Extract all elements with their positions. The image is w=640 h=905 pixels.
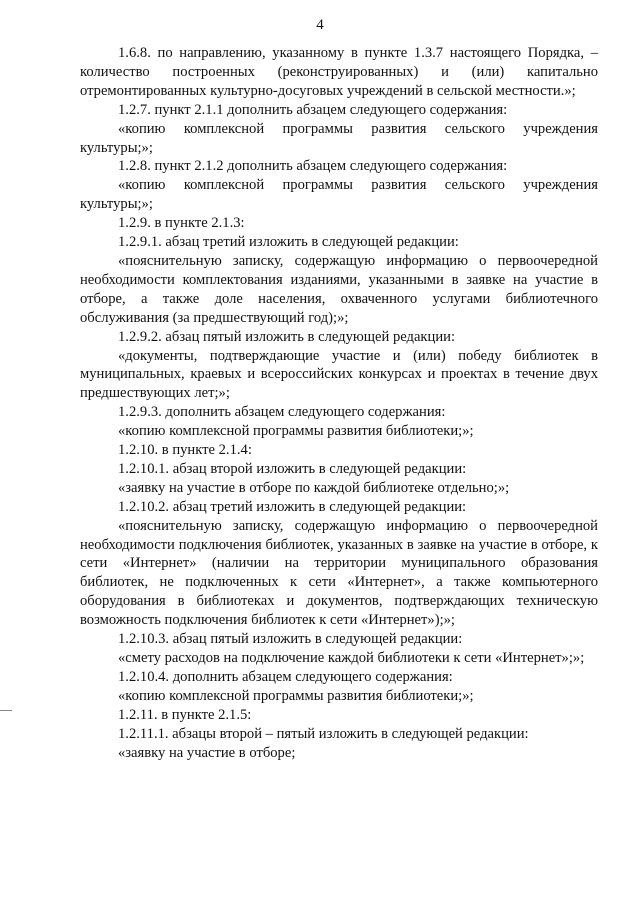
paragraph: 1.2.8. пункт 2.1.2 дополнить абзацем следующего содержания: bbox=[118, 158, 508, 175]
paragraph: 1.2.10.4. дополнить абзацем следующего содержания: bbox=[118, 668, 453, 685]
paragraph: 1.2.11. в пункте 2.1.5: bbox=[118, 706, 252, 723]
paragraph: 1.2.10.2. абзац третий изложить в следующей редакции: bbox=[118, 498, 467, 515]
paragraph: «заявку на участие в отборе; bbox=[118, 744, 296, 761]
paragraph: 1.2.10. в пункте 2.1.4: bbox=[118, 442, 252, 459]
paragraph: 1.2.10.1. абзац второй изложить в следующей редакции: bbox=[118, 460, 467, 477]
paragraph: «копию комплексной программы развития сельского учреждения культуры;»; bbox=[80, 120, 598, 156]
paragraph: 1.2.9. в пункте 2.1.3: bbox=[118, 215, 245, 232]
paragraph: 1.2.10.3. абзац пятый изложить в следующей редакции: bbox=[118, 631, 463, 648]
paragraph: 1.2.9.1. абзац третий изложить в следующей редакции: bbox=[118, 234, 459, 251]
paragraph: «пояснительную записку, содержащую информацию о первоочередной необходимости комплектования изданиями, указанными в заявке на участие в отборе, а также доле населения, охваченного услугами библиотечного обслуживания (за предшествующий год);»; bbox=[80, 252, 598, 326]
paragraph: «смету расходов на подключение каждой библиотеки к сети «Интернет»;»; bbox=[118, 650, 585, 666]
paragraph: «копию комплексной программы развития библиотеки;»; bbox=[118, 423, 474, 440]
paragraph: «копию комплексной программы развития библиотеки;»; bbox=[118, 687, 474, 704]
document-body bbox=[80, 44, 598, 762]
paragraph: «заявку на участие в отборе по каждой библиотеке отдельно;»; bbox=[118, 479, 510, 496]
paragraph: «пояснительную записку, содержащую информацию о первоочередной необходимости подключения библиотек, указанных в заявке на участие в отборе, к сети «Интернет» (наличии на территории муниципального образования библиотек, не подключенных к сети «Интернет», а также компьютерного оборудования в библиотеках и документов, подтверждающих техническую возможность подключения библиотек к сети «Интернет»);»; bbox=[80, 517, 598, 629]
paragraph: 1.2.9.3. дополнить абзацем следующего содержания: bbox=[118, 404, 446, 421]
margin-mark bbox=[0, 710, 12, 711]
paragraph: 1.6.8. по направлению, указанному в пункте 1.3.7 настоящего Порядка, – количество построенных (реконструированных) и (или) капитально отремонтированных культурно-досуговых учреждений в сельской местности.»; bbox=[80, 45, 598, 99]
paragraph: 1.2.11.1. абзацы второй – пятый изложить в следующей редакции: bbox=[118, 725, 529, 742]
paragraph: 1.2.7. пункт 2.1.1 дополнить абзацем следующего содержания: bbox=[118, 101, 508, 118]
paragraph: 1.2.9.2. абзац пятый изложить в следующей редакции: bbox=[118, 328, 456, 345]
paragraph: «документы, подтверждающие участие и (или) победу библиотек в муниципальных, краевых и всероссийских конкурсах и проектах в течение двух предшествующих лет;»; bbox=[80, 347, 598, 402]
page-number: 4 bbox=[316, 17, 324, 33]
paragraph: «копию комплексной программы развития сельского учреждения культуры;»; bbox=[80, 177, 598, 213]
